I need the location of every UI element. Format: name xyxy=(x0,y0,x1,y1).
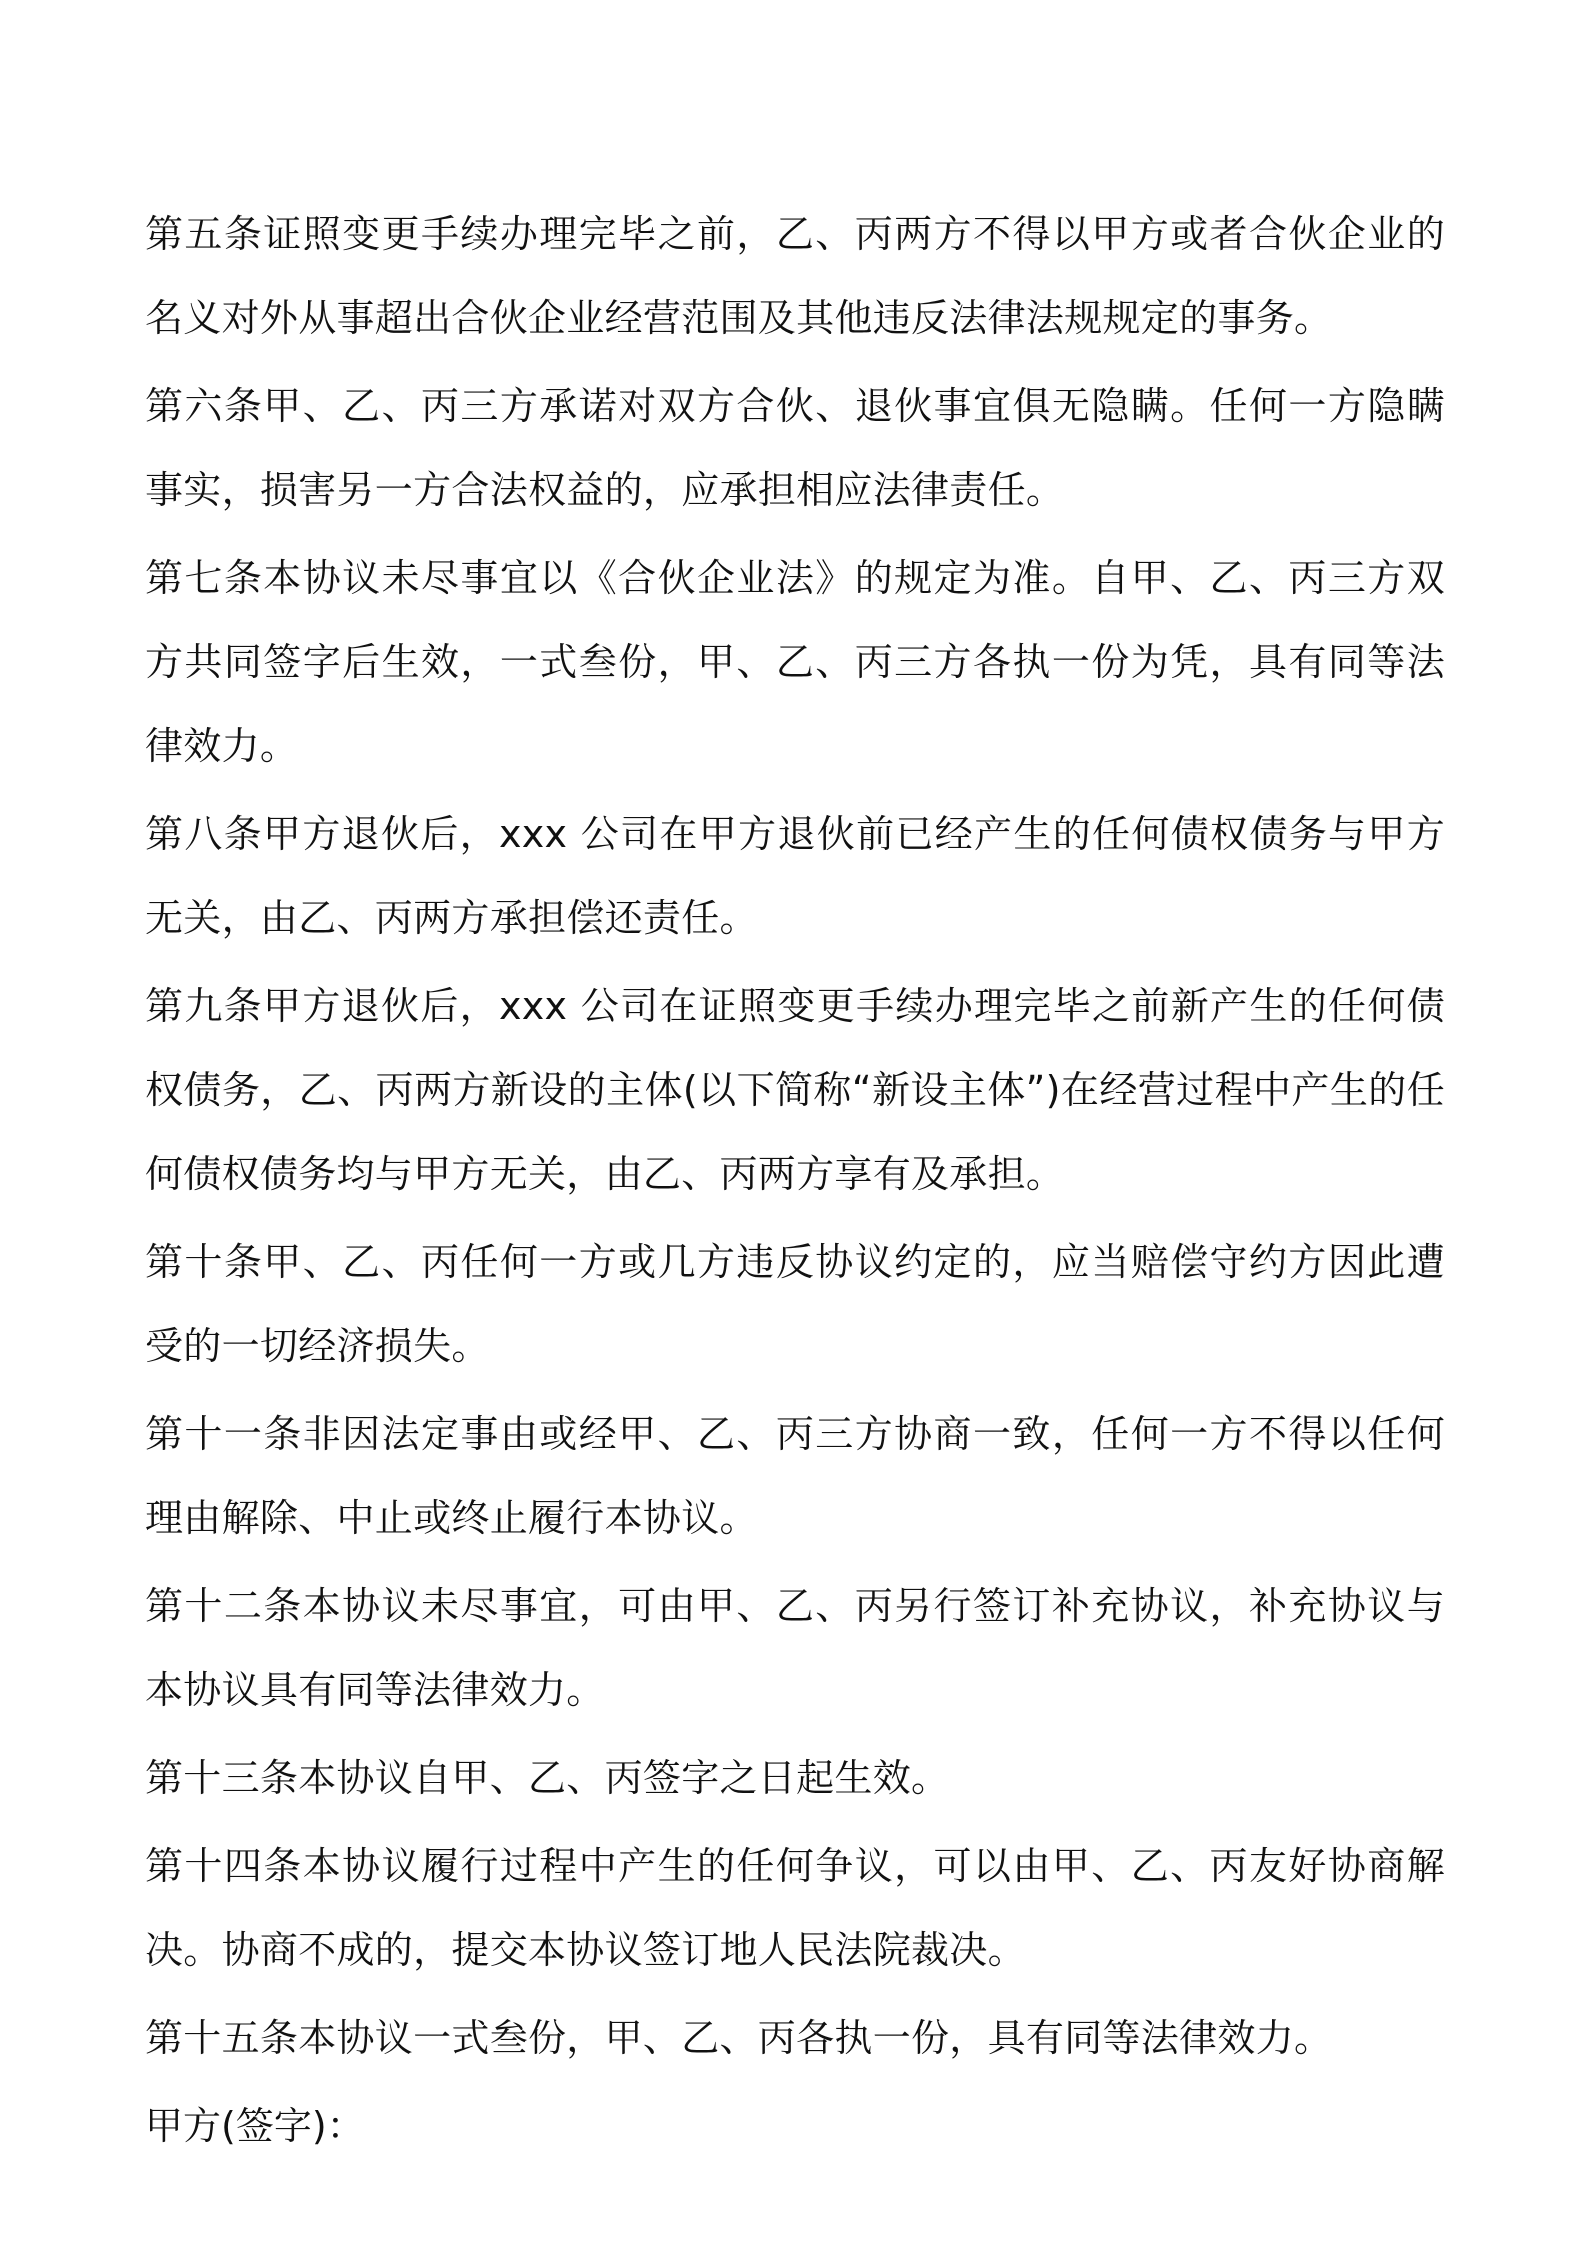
clause-13: 第十三条本协议自甲、乙、丙签字之日起生效。 xyxy=(145,1756,950,1800)
agreement-body xyxy=(145,192,1445,2168)
clause-14: 第十四条本协议履行过程中产生的任何争议，可以由甲、乙、丙友好协商解决。协商不成的，提交本协议签订地人民法院裁决。 xyxy=(145,1844,1445,1972)
clause-6: 第六条甲、乙、丙三方承诺对双方合伙、退伙事宜俱无隐瞒。任何一方隐瞒事实，损害另一方合法权益的，应承担相应法律责任。 xyxy=(145,384,1445,512)
clause-12: 第十二条本协议未尽事宜，可由甲、乙、丙另行签订补充协议，补充协议与本协议具有同等法律效力。 xyxy=(145,1584,1445,1712)
clause-10: 第十条甲、乙、丙任何一方或几方违反协议约定的，应当赔偿守约方因此遭受的一切经济损失。 xyxy=(145,1240,1445,1368)
party-a-signature-label: 甲方(签字)： xyxy=(145,2104,365,2148)
clause-11: 第十一条非因法定事由或经甲、乙、丙三方协商一致，任何一方不得以任何理由解除、中止或终止履行本协议。 xyxy=(145,1412,1445,1540)
clause-9: 第九条甲方退伙后，xxx 公司在证照变更手续办理完毕之前新产生的任何债权债务，乙、丙两方新设的主体(以下简称“新设主体”)在经营过程中产生的任何债权债务均与甲方无关，由乙、丙两方享有及承担。 xyxy=(145,984,1445,1196)
clause-15: 第十五条本协议一式叁份，甲、乙、丙各执一份，具有同等法律效力。 xyxy=(145,2016,1333,2060)
clause-7: 第七条本协议未尽事宜以《合伙企业法》的规定为准。自甲、乙、丙三方双方共同签字后生效，一式叁份，甲、乙、丙三方各执一份为凭，具有同等法律效力。 xyxy=(145,556,1445,768)
clause-5: 第五条证照变更手续办理完毕之前，乙、丙两方不得以甲方或者合伙企业的名义对外从事超出合伙企业经营范围及其他违反法律法规规定的事务。 xyxy=(145,212,1445,340)
clause-8: 第八条甲方退伙后，xxx 公司在甲方退伙前已经产生的任何债权债务与甲方无关，由乙、丙两方承担偿还责任。 xyxy=(145,812,1445,940)
